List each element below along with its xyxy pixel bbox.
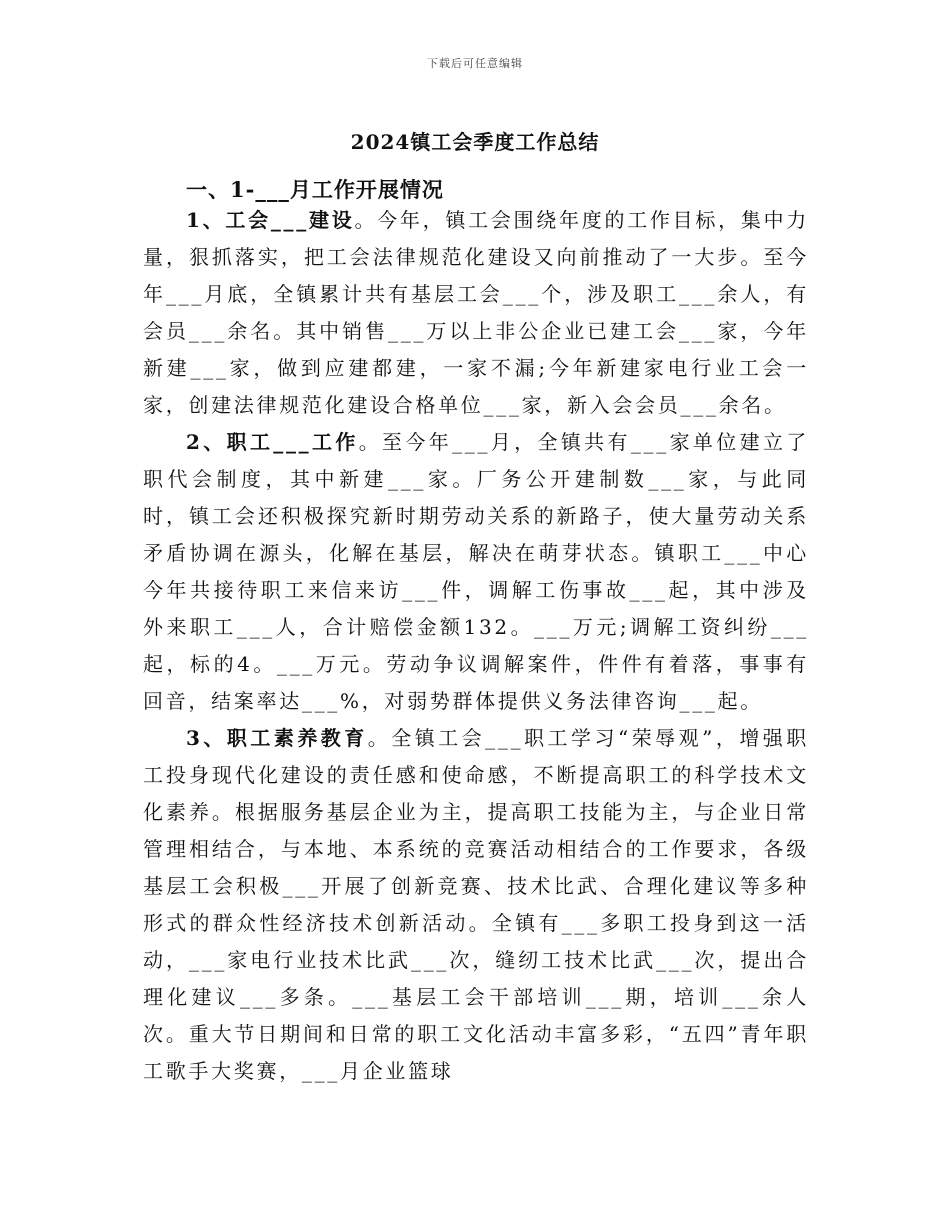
document-body <box>143 202 809 1090</box>
paragraph-text: 。至今年___月，全镇共有___家单位建立了职代会制度，其中新建___家。厂务公开建制数___家，与此同时，镇工会还积极探究新时期劳动关系的新路子，使大量劳动关系矛盾协调在源头，化解在基层，解决在萌芽状态。镇职工___中心今年共接待职工来信来访___件，调解工伤事故___起，其中涉及外来职工___人，合计赔偿金额132。___万元;调解工资纠纷___起，标的4。___万元。劳动争议调解案件，件件有着落，事事有回音，结案率达___%，对弱势群体提供义务法律咨询___起。 <box>143 430 809 713</box>
paragraph-lead: 2、职工___工作 <box>186 430 359 454</box>
paragraph-union-building <box>143 202 809 424</box>
paragraph-worker-work <box>143 424 809 720</box>
document-title: 2024镇工会季度工作总结 <box>350 130 600 154</box>
paragraph-text: 。全镇工会___职工学习“荣辱观”，增强职工投身现代化建设的责任感和使命感，不断提高职工的科学技术文化素养。根据服务基层企业为主，提高职工技能为主，与企业日常管理相结合，与本地、本系统的竞赛活动相结合的工作要求，各级基层工会积极___开展了创新竞赛、技术比武、合理化建议等多种形式的群众性经济技术创新活动。全镇有___多职工投身到这一活动，___家电行业技术比武___次，缝纫工技术比武___次，提出合理化建议___多条。___基层工会干部培训___期，培训___余人次。重大节日期间和日常的职工文化活动丰富多彩，“五四”青年职工歌手大奖赛，___月企业篮球 <box>143 726 809 1083</box>
paragraph-lead: 3、职工素养教育 <box>186 726 368 750</box>
paragraph-text: 。今年，镇工会围绕年度的工作目标，集中力量，狠抓落实，把工会法律规范化建设又向前推动了一大步。至今年___月底，全镇累计共有基层工会___个，涉及职工___余人，有会员___余名。其中销售___万以上非公企业已建工会___家，今年新建___家，做到应建都建，一家不漏;今年新建家电行业工会一家，创建法律规范化建设合格单位___家，新入会会员___余名。 <box>143 208 810 417</box>
page-header-note: 下载后可任意编辑 <box>427 57 523 70</box>
paragraph-lead: 1、工会___建设 <box>186 208 355 232</box>
section-heading: 一、1-___月工作开展情况 <box>186 177 444 202</box>
paragraph-worker-education <box>143 720 809 1090</box>
